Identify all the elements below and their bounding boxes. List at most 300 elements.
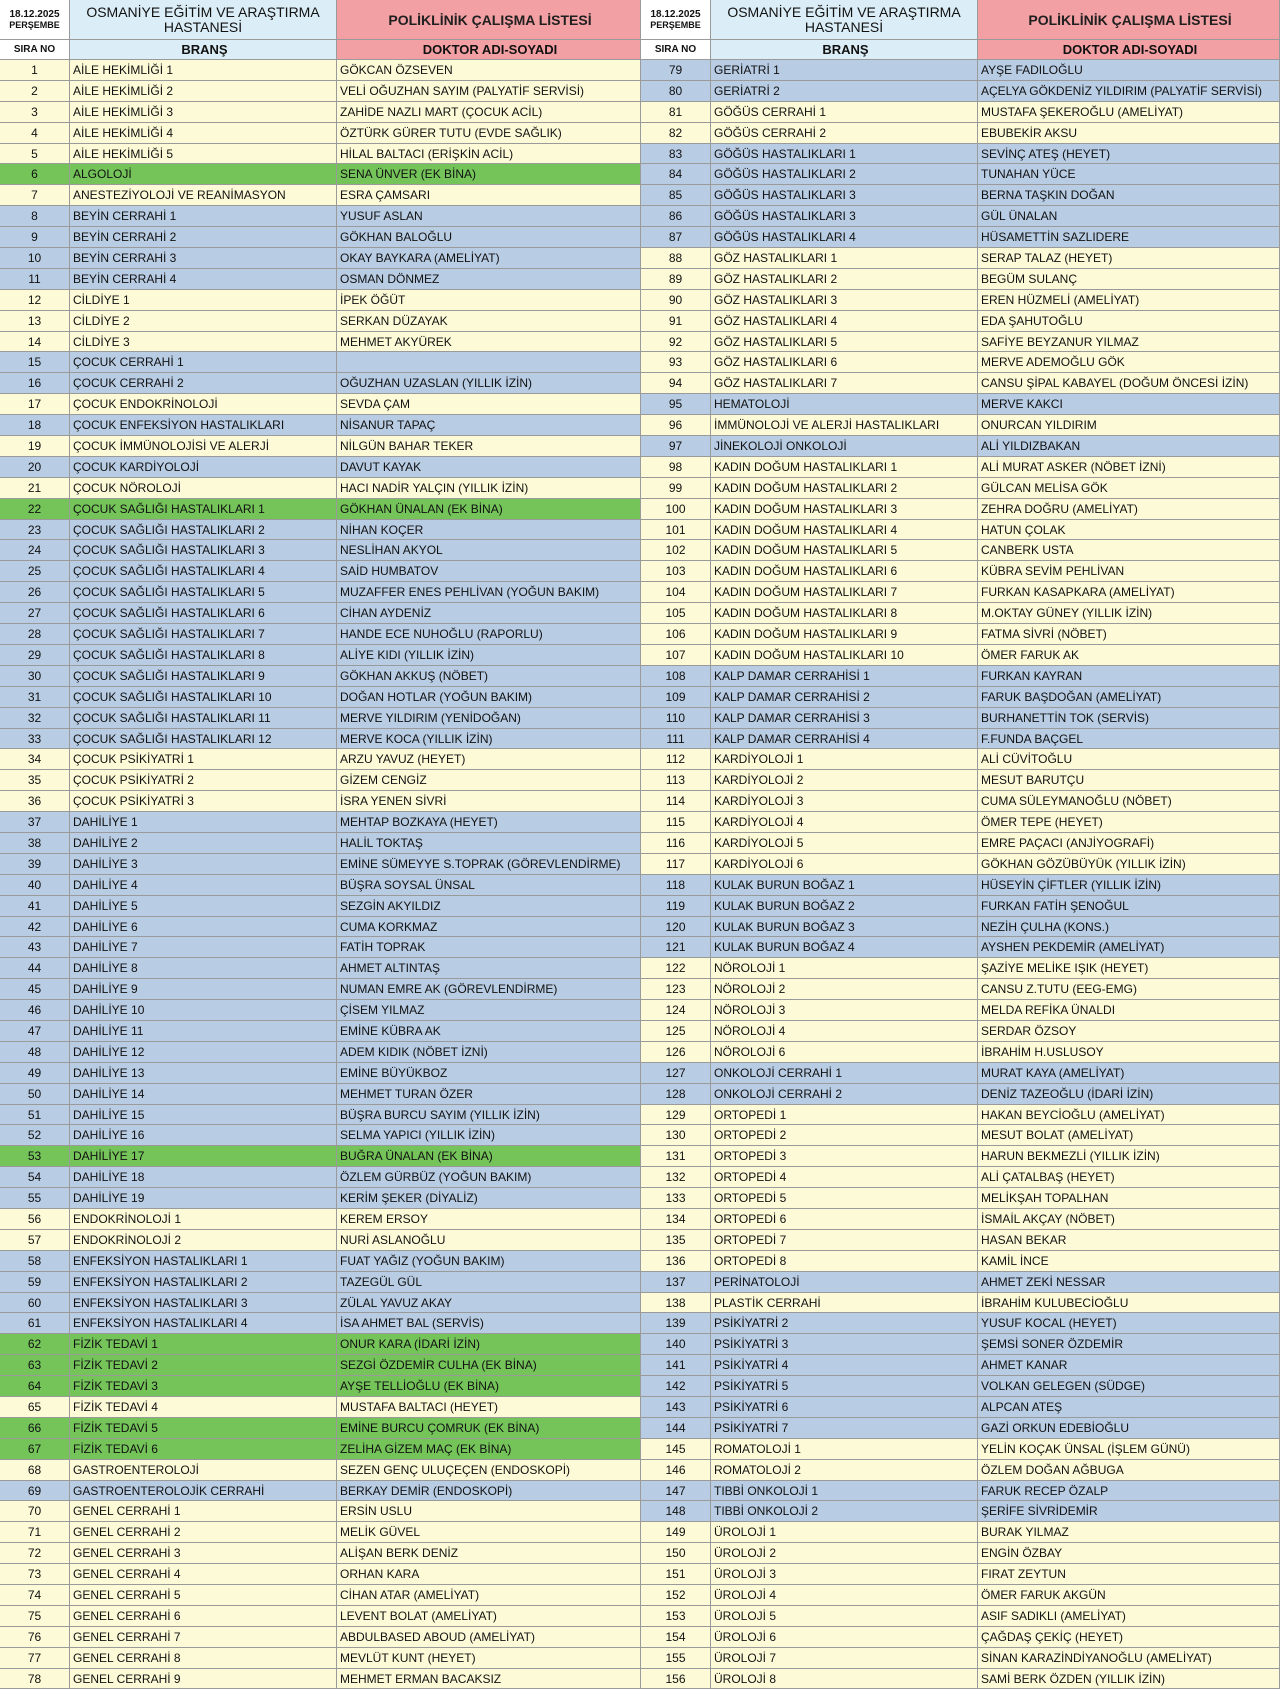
doctor-name: BURHANETTİN TOK (SERVİS) <box>978 708 1280 729</box>
doctor-name: ALİ MURAT ASKER (NÖBET İZNİ) <box>978 457 1280 478</box>
doctor-name: BÜŞRA SOYSAL ÜNSAL <box>337 875 641 896</box>
branch-name: KADIN DOĞUM HASTALIKLARI 7 <box>711 582 978 603</box>
row-number: 58 <box>0 1251 70 1272</box>
branch-name: AİLE HEKİMLİĞİ 5 <box>70 144 337 165</box>
doctor-name: GİZEM CENGİZ <box>337 770 641 791</box>
hospital-name: OSMANİYE EĞİTİM VE ARAŞTIRMA HASTANESİ <box>711 0 978 40</box>
doctor-name: MERVE KAKCI <box>978 394 1280 415</box>
row-number: 104 <box>641 582 711 603</box>
branch-name: KADIN DOĞUM HASTALIKLARI 9 <box>711 624 978 645</box>
branch-name: ÇOCUK SAĞLIĞI HASTALIKLARI 5 <box>70 582 337 603</box>
table-row <box>0 937 641 958</box>
branch-name: KULAK BURUN BOĞAZ 1 <box>711 875 978 896</box>
doctor-name: NİSANUR TAPAÇ <box>337 415 641 436</box>
table-row <box>0 352 641 373</box>
table-row <box>641 666 1280 687</box>
row-number: 35 <box>0 770 70 791</box>
row-number: 141 <box>641 1355 711 1376</box>
row-number: 31 <box>0 687 70 708</box>
table-row <box>0 436 641 457</box>
table-row <box>0 1669 641 1689</box>
doctor-name: ZAHİDE NAZLI MART (ÇOCUK ACİL) <box>337 102 641 123</box>
doctor-name: ERSİN USLU <box>337 1501 641 1522</box>
doctor-name <box>337 352 641 373</box>
doctor-name: CUMA SÜLEYMANOĞLU (NÖBET) <box>978 791 1280 812</box>
branch-name: ÜROLOJİ 2 <box>711 1543 978 1564</box>
table-row <box>641 1063 1280 1084</box>
doctor-name: CANBERK USTA <box>978 540 1280 561</box>
table-row <box>0 1000 641 1021</box>
branch-name: ENFEKSİYON HASTALIKLARI 3 <box>70 1293 337 1314</box>
doctor-name: EREN HÜZMELİ (AMELİYAT) <box>978 290 1280 311</box>
row-number: 98 <box>641 457 711 478</box>
row-number: 103 <box>641 561 711 582</box>
branch-name: GERİATRİ 1 <box>711 60 978 81</box>
branch-name: ÇOCUK SAĞLIĞI HASTALIKLARI 8 <box>70 645 337 666</box>
branch-name: KULAK BURUN BOĞAZ 2 <box>711 896 978 917</box>
doctor-name: SERDAR ÖZSOY <box>978 1021 1280 1042</box>
branch-name: CİLDİYE 1 <box>70 290 337 311</box>
branch-name: KALP DAMAR CERRAHİSİ 3 <box>711 708 978 729</box>
doctor-name: AYSHEN PEKDEMİR (AMELİYAT) <box>978 937 1280 958</box>
row-number: 138 <box>641 1293 711 1314</box>
row-number: 94 <box>641 373 711 394</box>
branch-name: GENEL CERRAHİ 1 <box>70 1501 337 1522</box>
row-number: 14 <box>0 332 70 353</box>
table-row <box>641 1355 1280 1376</box>
date: 18.12.2025 <box>9 8 60 20</box>
doctor-name: MERVE ADEMOĞLU GÖK <box>978 352 1280 373</box>
branch-name: ONKOLOJİ CERRAHİ 1 <box>711 1063 978 1084</box>
branch-name: NÖROLOJİ 3 <box>711 1000 978 1021</box>
row-number: 117 <box>641 854 711 875</box>
table-row <box>0 1501 641 1522</box>
table-row <box>0 1585 641 1606</box>
table-row <box>0 1230 641 1251</box>
doctor-name: SEZEN GENÇ ULUÇEÇEN (ENDOSKOPİ) <box>337 1460 641 1481</box>
table-row <box>641 332 1280 353</box>
branch-name: ÇOCUK NÖROLOJİ <box>70 478 337 499</box>
doctor-name: CANSU Z.TUTU (EEG-EMG) <box>978 979 1280 1000</box>
row-number: 63 <box>0 1355 70 1376</box>
doctor-name: SENA ÜNVER (EK BİNA) <box>337 164 641 185</box>
branch-name: ÇOCUK SAĞLIĞI HASTALIKLARI 9 <box>70 666 337 687</box>
branch-name: GÖZ HASTALIKLARI 1 <box>711 248 978 269</box>
row-number: 147 <box>641 1481 711 1502</box>
table-row <box>641 1125 1280 1146</box>
table-row <box>0 60 641 81</box>
branch-name: PSİKİYATRİ 6 <box>711 1397 978 1418</box>
doctor-name: MUZAFFER ENES PEHLİVAN (YOĞUN BAKIM) <box>337 582 641 603</box>
row-number: 52 <box>0 1125 70 1146</box>
date: 18.12.2025 <box>650 8 701 20</box>
list-title: POLİKLİNİK ÇALIŞMA LİSTESİ <box>978 0 1280 40</box>
doctor-name: FIRAT ZEYTUN <box>978 1564 1280 1585</box>
doctor-name: NURİ ASLANOĞLU <box>337 1230 641 1251</box>
row-number: 128 <box>641 1084 711 1105</box>
doctor-name: ŞEMSİ SONER ÖZDEMİR <box>978 1334 1280 1355</box>
row-number: 54 <box>0 1167 70 1188</box>
table-row <box>0 123 641 144</box>
table-row <box>0 582 641 603</box>
branch-name: ÇOCUK ENDOKRİNOLOJİ <box>70 394 337 415</box>
row-number: 131 <box>641 1146 711 1167</box>
row-number: 21 <box>0 478 70 499</box>
branch-name: ÇOCUK KARDİYOLOJİ <box>70 457 337 478</box>
branch-name: BEYİN CERRAHİ 4 <box>70 269 337 290</box>
row-number: 49 <box>0 1063 70 1084</box>
row-number: 50 <box>0 1084 70 1105</box>
table-row <box>0 394 641 415</box>
row-number: 136 <box>641 1251 711 1272</box>
doctor-name: ALİ YILDIZBAKAN <box>978 436 1280 457</box>
row-number: 130 <box>641 1125 711 1146</box>
table-row <box>641 1167 1280 1188</box>
row-number: 64 <box>0 1376 70 1397</box>
branch-name: DAHİLİYE 11 <box>70 1021 337 1042</box>
header-row <box>641 0 1280 40</box>
row-number: 108 <box>641 666 711 687</box>
row-number: 144 <box>641 1418 711 1439</box>
branch-name: DAHİLİYE 7 <box>70 937 337 958</box>
table-row <box>641 1606 1280 1627</box>
row-number: 95 <box>641 394 711 415</box>
doctor-name: ALPCAN ATEŞ <box>978 1397 1280 1418</box>
doctor-name: LEVENT BOLAT (AMELİYAT) <box>337 1606 641 1627</box>
table-row <box>0 290 641 311</box>
branch-name: ORTOPEDİ 7 <box>711 1230 978 1251</box>
doctor-name: EMRE PAÇACI (ANJİYOGRAFİ) <box>978 833 1280 854</box>
table-row <box>0 749 641 770</box>
branch-name: GÖZ HASTALIKLARI 3 <box>711 290 978 311</box>
row-number: 140 <box>641 1334 711 1355</box>
branch-name: ANESTEZİYOLOJİ VE REANİMASYON <box>70 185 337 206</box>
row-number: 55 <box>0 1188 70 1209</box>
table-row <box>641 1481 1280 1502</box>
branch-name: ENDOKRİNOLOJİ 2 <box>70 1230 337 1251</box>
table-row <box>0 1376 641 1397</box>
table-row <box>0 520 641 541</box>
row-number: 40 <box>0 875 70 896</box>
branch-name: FİZİK TEDAVİ 1 <box>70 1334 337 1355</box>
table-row <box>0 1627 641 1648</box>
table-row <box>641 1585 1280 1606</box>
row-number: 43 <box>0 937 70 958</box>
column-header-row <box>0 40 641 60</box>
table-row <box>641 1251 1280 1272</box>
row-number: 72 <box>0 1543 70 1564</box>
branch-name: DAHİLİYE 17 <box>70 1146 337 1167</box>
table-row <box>0 1021 641 1042</box>
row-number: 53 <box>0 1146 70 1167</box>
row-number: 33 <box>0 729 70 750</box>
doctor-name: YELİN KOÇAK ÜNSAL (İŞLEM GÜNÜ) <box>978 1439 1280 1460</box>
row-number: 91 <box>641 311 711 332</box>
table-row <box>641 457 1280 478</box>
doctor-name: MERVE YILDIRIM (YENİDOĞAN) <box>337 708 641 729</box>
branch-name: GÖĞÜS HASTALIKLARI 3 <box>711 206 978 227</box>
row-number: 24 <box>0 540 70 561</box>
branch-name: GENEL CERRAHİ 4 <box>70 1564 337 1585</box>
table-row <box>641 624 1280 645</box>
table-row <box>641 1627 1280 1648</box>
branch-name: KALP DAMAR CERRAHİSİ 2 <box>711 687 978 708</box>
branch-name: KALP DAMAR CERRAHİSİ 1 <box>711 666 978 687</box>
table-row <box>641 1146 1280 1167</box>
table-row <box>0 770 641 791</box>
row-number: 106 <box>641 624 711 645</box>
branch-name: PSİKİYATRİ 2 <box>711 1313 978 1334</box>
branch-name: ÜROLOJİ 4 <box>711 1585 978 1606</box>
doctor-name: ALİYE KIDI (YILLIK İZİN) <box>337 645 641 666</box>
branch-name: JİNEKOLOJİ ONKOLOJİ <box>711 436 978 457</box>
doctor-name: F.FUNDA BAÇGEL <box>978 729 1280 750</box>
table-row <box>0 624 641 645</box>
row-number: 23 <box>0 520 70 541</box>
doctor-name: YUSUF KOCAL (HEYET) <box>978 1313 1280 1334</box>
branch-name: ALGOLOJİ <box>70 164 337 185</box>
branch-name: DAHİLİYE 18 <box>70 1167 337 1188</box>
branch-name: GÖĞÜS CERRAHİ 1 <box>711 102 978 123</box>
doctor-name: CANSU ŞİPAL KABAYEL (DOĞUM ÖNCESİ İZİN) <box>978 373 1280 394</box>
row-number: 76 <box>0 1627 70 1648</box>
row-number: 152 <box>641 1585 711 1606</box>
doctor-name: MUSTAFA BALTACI (HEYET) <box>337 1397 641 1418</box>
doctor-name: HÜSAMETTİN SAZLIDERE <box>978 227 1280 248</box>
row-number: 10 <box>0 248 70 269</box>
table-row <box>641 1543 1280 1564</box>
doctor-name: SEVİNÇ ATEŞ (HEYET) <box>978 144 1280 165</box>
doctor-name: ÖZTÜRK GÜRER TUTU (EVDE SAĞLIK) <box>337 123 641 144</box>
branch-name: ÇOCUK SAĞLIĞI HASTALIKLARI 10 <box>70 687 337 708</box>
branch-name: GENEL CERRAHİ 8 <box>70 1648 337 1669</box>
branch-name: ORTOPEDİ 6 <box>711 1209 978 1230</box>
doctor-name: FURKAN KASAPKARA (AMELİYAT) <box>978 582 1280 603</box>
row-number: 110 <box>641 708 711 729</box>
branch-name: ROMATOLOJİ 2 <box>711 1460 978 1481</box>
branch-name: ÇOCUK ENFEKSİYON HASTALIKLARI <box>70 415 337 436</box>
doctor-name: MERVE KOCA (YILLIK İZİN) <box>337 729 641 750</box>
table-row <box>641 123 1280 144</box>
doctor-name: FATMA SİVRİ (NÖBET) <box>978 624 1280 645</box>
row-number: 121 <box>641 937 711 958</box>
doctor-name: VOLKAN GELEGEN (SÜDGE) <box>978 1376 1280 1397</box>
branch-name: DAHİLİYE 5 <box>70 896 337 917</box>
row-number: 99 <box>641 478 711 499</box>
branch-name: ÜROLOJİ 8 <box>711 1669 978 1689</box>
row-number: 146 <box>641 1460 711 1481</box>
row-number: 118 <box>641 875 711 896</box>
branch-name: ROMATOLOJİ 1 <box>711 1439 978 1460</box>
doctor-name: İSRA YENEN SİVRİ <box>337 791 641 812</box>
table-row <box>0 1272 641 1293</box>
row-number: 62 <box>0 1334 70 1355</box>
row-number: 66 <box>0 1418 70 1439</box>
table-row <box>641 1042 1280 1063</box>
branch-name: DAHİLİYE 19 <box>70 1188 337 1209</box>
doctor-name: HACI NADİR YALÇIN (YILLIK İZİN) <box>337 478 641 499</box>
doctor-name: MUSTAFA ŞEKEROĞLU (AMELİYAT) <box>978 102 1280 123</box>
table-row <box>0 1543 641 1564</box>
table-row <box>0 457 641 478</box>
table-row <box>641 1397 1280 1418</box>
table-row <box>641 645 1280 666</box>
doctor-name: MELİKŞAH TOPALHAN <box>978 1188 1280 1209</box>
branch-name: GENEL CERRAHİ 3 <box>70 1543 337 1564</box>
branch-name: DAHİLİYE 10 <box>70 1000 337 1021</box>
row-number: 120 <box>641 917 711 938</box>
doctor-name: HANDE ECE NUHOĞLU (RAPORLU) <box>337 624 641 645</box>
hospital-name: OSMANİYE EĞİTİM VE ARAŞTIRMA HASTANESİ <box>70 0 337 40</box>
doctor-name: ÖZLEM GÜRBÜZ (YOĞUN BAKIM) <box>337 1167 641 1188</box>
doctor-name: AÇELYA GÖKDENİZ YILDIRIM (PALYATİF SERVİSİ) <box>978 81 1280 102</box>
branch-name: NÖROLOJİ 6 <box>711 1042 978 1063</box>
row-number: 116 <box>641 833 711 854</box>
branch-name: ORTOPEDİ 8 <box>711 1251 978 1272</box>
branch-name: GÖĞÜS CERRAHİ 2 <box>711 123 978 144</box>
table-row <box>0 1042 641 1063</box>
doctor-name: SAİD HUMBATOV <box>337 561 641 582</box>
doctor-name: NESLİHAN AKYOL <box>337 540 641 561</box>
table-row <box>641 1564 1280 1585</box>
branch-name: ÇOCUK SAĞLIĞI HASTALIKLARI 1 <box>70 499 337 520</box>
table-row <box>641 1334 1280 1355</box>
table-row <box>0 415 641 436</box>
row-number: 153 <box>641 1606 711 1627</box>
table-row <box>641 1188 1280 1209</box>
doctor-name: ZELİHA GİZEM MAÇ (EK BİNA) <box>337 1439 641 1460</box>
col-header-branch: BRANŞ <box>70 40 337 60</box>
col-header-doctor: DOKTOR ADI-SOYADI <box>978 40 1280 60</box>
row-number: 41 <box>0 896 70 917</box>
branch-name: GENEL CERRAHİ 6 <box>70 1606 337 1627</box>
doctor-name: FATİH TOPRAK <box>337 937 641 958</box>
table-row <box>0 1209 641 1230</box>
branch-name: TIBBİ ONKOLOJİ 2 <box>711 1501 978 1522</box>
table-row <box>641 206 1280 227</box>
table-row <box>641 770 1280 791</box>
branch-name: GASTROENTEROLOJİ <box>70 1460 337 1481</box>
branch-name: FİZİK TEDAVİ 5 <box>70 1418 337 1439</box>
table-row <box>0 102 641 123</box>
row-number: 81 <box>641 102 711 123</box>
branch-name: ÇOCUK PSİKİYATRİ 3 <box>70 791 337 812</box>
doctor-name: NUMAN EMRE AK (GÖREVLENDİRME) <box>337 979 641 1000</box>
doctor-name: GÖKCAN ÖZSEVEN <box>337 60 641 81</box>
doctor-name: DAVUT KAYAK <box>337 457 641 478</box>
doctor-name: MESUT BARUTÇU <box>978 770 1280 791</box>
row-number: 100 <box>641 499 711 520</box>
branch-name: ÜROLOJİ 7 <box>711 1648 978 1669</box>
table-row <box>0 666 641 687</box>
branch-name: BEYİN CERRAHİ 2 <box>70 227 337 248</box>
date-cell <box>641 0 711 40</box>
right-table <box>641 0 1280 1689</box>
header-row <box>0 0 641 40</box>
doctor-name: TUNAHAN YÜCE <box>978 164 1280 185</box>
doctor-name: HAKAN BEYCİOĞLU (AMELİYAT) <box>978 1105 1280 1126</box>
table-row <box>641 520 1280 541</box>
doctor-name: KEREM ERSOY <box>337 1209 641 1230</box>
table-row <box>641 896 1280 917</box>
row-number: 112 <box>641 749 711 770</box>
row-number: 135 <box>641 1230 711 1251</box>
row-number: 20 <box>0 457 70 478</box>
table-row <box>0 917 641 938</box>
table-row <box>641 499 1280 520</box>
table-row <box>641 102 1280 123</box>
table-row <box>641 436 1280 457</box>
doctor-name: ÇAĞDAŞ ÇEKİÇ (HEYET) <box>978 1627 1280 1648</box>
doctor-name: ABDULBASED ABOUD (AMELİYAT) <box>337 1627 641 1648</box>
col-header-no: SIRA NO <box>641 40 711 60</box>
doctor-name: ŞAZİYE MELİKE IŞIK (HEYET) <box>978 958 1280 979</box>
branch-name: DAHİLİYE 9 <box>70 979 337 1000</box>
doctor-name: BUĞRA ÜNALAN (EK BİNA) <box>337 1146 641 1167</box>
row-number: 22 <box>0 499 70 520</box>
doctor-name: İPEK ÖĞÜT <box>337 290 641 311</box>
row-number: 143 <box>641 1397 711 1418</box>
table-row <box>0 540 641 561</box>
branch-name: GÖZ HASTALIKLARI 7 <box>711 373 978 394</box>
branch-name: KADIN DOĞUM HASTALIKLARI 1 <box>711 457 978 478</box>
row-number: 5 <box>0 144 70 165</box>
row-number: 92 <box>641 332 711 353</box>
doctor-name: SEZGİ ÖZDEMİR CULHA (EK BİNA) <box>337 1355 641 1376</box>
table-row <box>641 1272 1280 1293</box>
row-number: 149 <box>641 1522 711 1543</box>
doctor-name: MESUT BOLAT (AMELİYAT) <box>978 1125 1280 1146</box>
row-number: 42 <box>0 917 70 938</box>
branch-name: ÇOCUK SAĞLIĞI HASTALIKLARI 11 <box>70 708 337 729</box>
doctor-name: BERNA TAŞKIN DOĞAN <box>978 185 1280 206</box>
table-row <box>0 1606 641 1627</box>
doctor-name: ALİ CÜVİTOĞLU <box>978 749 1280 770</box>
table-row <box>641 227 1280 248</box>
branch-name: GENEL CERRAHİ 9 <box>70 1669 337 1689</box>
doctor-name: OKAY BAYKARA (AMELİYAT) <box>337 248 641 269</box>
col-header-doctor: DOKTOR ADI-SOYADI <box>337 40 641 60</box>
branch-name: KALP DAMAR CERRAHİSİ 4 <box>711 729 978 750</box>
row-number: 26 <box>0 582 70 603</box>
row-number: 115 <box>641 812 711 833</box>
table-row <box>0 248 641 269</box>
branch-name: ENFEKSİYON HASTALIKLARI 2 <box>70 1272 337 1293</box>
table-row <box>0 1251 641 1272</box>
row-number: 73 <box>0 1564 70 1585</box>
doctor-name: BEGÜM SULANÇ <box>978 269 1280 290</box>
row-number: 68 <box>0 1460 70 1481</box>
branch-name: CİLDİYE 2 <box>70 311 337 332</box>
branch-name: KADIN DOĞUM HASTALIKLARI 6 <box>711 561 978 582</box>
branch-name: KADIN DOĞUM HASTALIKLARI 3 <box>711 499 978 520</box>
table-row <box>641 540 1280 561</box>
branch-name: GÖZ HASTALIKLARI 5 <box>711 332 978 353</box>
doctor-name: SİNAN KARAZİNDİYANOĞLU (AMELİYAT) <box>978 1648 1280 1669</box>
doctor-name: HÜSEYİN ÇİFTLER (YILLIK İZİN) <box>978 875 1280 896</box>
table-row <box>0 958 641 979</box>
table-row <box>641 979 1280 1000</box>
doctor-name: HASAN BEKAR <box>978 1230 1280 1251</box>
row-number: 90 <box>641 290 711 311</box>
table-row <box>641 248 1280 269</box>
row-number: 32 <box>0 708 70 729</box>
row-number: 96 <box>641 415 711 436</box>
row-number: 111 <box>641 729 711 750</box>
branch-name: NÖROLOJİ 1 <box>711 958 978 979</box>
date-cell <box>0 0 70 40</box>
table-row <box>641 394 1280 415</box>
